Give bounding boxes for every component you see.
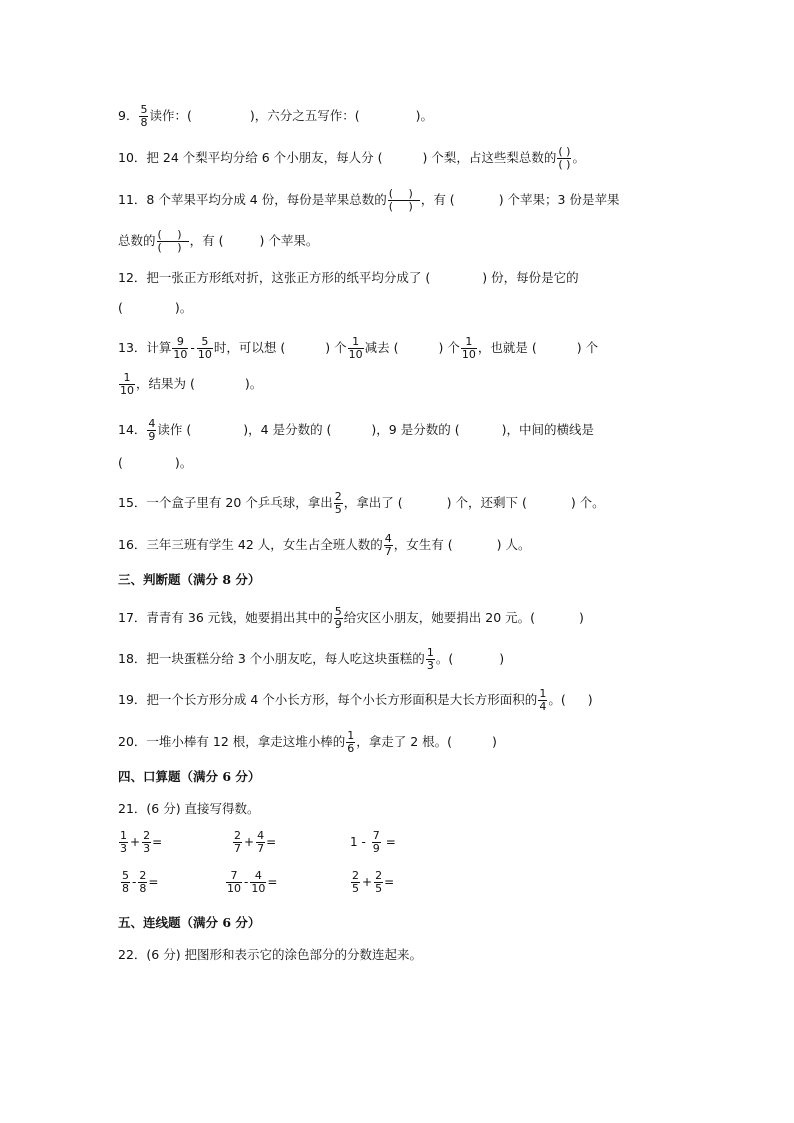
q17-text-3: ) [579, 609, 584, 625]
q15-text-3: ) 个，还剩下 ( [446, 494, 527, 510]
question-21-title: 21．(6 分) 直接写得数。 [118, 801, 260, 816]
fraction: $\frac{1}{3}$ [426, 646, 434, 672]
fraction: $\frac{2}{5}$ [375, 869, 383, 895]
section-heading-matching: 五、连线题（满分 6 分） [118, 915, 261, 930]
equals-sign: = [152, 835, 163, 850]
q13-text-7: ，也就是 ( [477, 339, 537, 355]
q9-text-2: 读作：( [149, 107, 192, 123]
fraction: $\frac{2}{7}$ [234, 829, 241, 855]
fraction: $\frac{2}{5}$ [352, 869, 359, 895]
plus-sign: + [244, 835, 255, 850]
question-20 [118, 730, 497, 754]
q12-text-4: )。 [174, 300, 193, 315]
calc-item [118, 830, 162, 854]
q20-text-3: ) [492, 733, 497, 749]
q11-text-6: ) 个苹果。 [259, 232, 319, 248]
q9-text-1: 9． [118, 107, 139, 123]
fraction: $\frac{1}{4}$ [539, 687, 547, 713]
q19-text-1: 19．把一个长方形分成 4 个小长方形，每个小长方形面积是大长方形面积的 [118, 691, 538, 707]
q10-text-3: 。 [572, 149, 585, 165]
question-11 [118, 188, 619, 212]
q11-text-4: 总数的 [118, 232, 156, 248]
q19-text-3: ) [587, 691, 593, 707]
q16-text-3: ) 人。 [496, 536, 531, 552]
question-9 [118, 104, 433, 128]
question-14-cont [118, 457, 192, 470]
fraction: $\frac{4}{7}$ [257, 829, 265, 855]
q13-text-9: ，结果为 ( [136, 375, 195, 391]
q20-text-1: 20．一堆小棒有 12 根，拿走这堆小棒的 [118, 733, 346, 749]
fraction: $\frac{1}{6}$ [347, 729, 355, 755]
q14-text-4: )，9 是分数的 ( [371, 421, 460, 437]
question-11-cont [118, 229, 318, 253]
question-13-cont [118, 372, 262, 396]
fraction: $\frac{5}{10}$ [197, 335, 212, 361]
q15-text-1: 15．一个盒子里有 20 个乒乓球，拿出 [118, 494, 333, 510]
q11-text-3: ) 个苹果；3 份是苹果 [498, 191, 620, 207]
question-19 [118, 688, 593, 712]
fraction: $\frac{7}{10}$ [227, 869, 241, 895]
q13-text-4: ) 个 [325, 339, 347, 355]
question-18 [118, 647, 504, 671]
q17-text-1: 17．青青有 36 元钱，她要捐出其中的 [118, 609, 333, 625]
question-16 [118, 533, 530, 557]
q10-text-2: ) 个梨，占这些梨总数的 [422, 149, 557, 165]
q14-text-1: 14． [118, 421, 147, 437]
q11-text-2: ，有 ( [420, 191, 455, 207]
fraction: $\frac{2}{5}$ [334, 490, 342, 516]
equals-sign: = [266, 835, 277, 850]
equals-sign: = [267, 875, 278, 890]
fraction: $\frac{4}{9}$ [148, 417, 156, 443]
question-12 [118, 272, 579, 285]
q18-text-2: 。( [435, 650, 454, 666]
fraction: $\frac{2}{3}$ [143, 829, 151, 855]
fraction: $\frac{1}{10}$ [120, 371, 134, 397]
q20-text-2: ，拿走了 2 根。( [356, 733, 453, 749]
q19-text-2: 。( [548, 691, 566, 707]
question-10 [118, 146, 585, 170]
section-heading-judgment: 三、判断题（满分 8 分） [118, 572, 261, 587]
q14-text-6: ( [118, 455, 123, 470]
q16-text-1: 16．三年三班有学生 42 人，女生占全班人数的 [118, 536, 383, 552]
q13-text-1: 13．计算 [118, 339, 172, 355]
calc-item [120, 870, 158, 894]
fraction: $\frac{7}{9}$ [372, 829, 380, 855]
whole-number: 1 - [350, 835, 366, 850]
fraction: $\frac{5}{9}$ [334, 605, 342, 631]
q13-text-5: 减去 ( [364, 339, 399, 355]
calc-item [350, 870, 394, 894]
q12-text-1: 12．把一张正方形纸对折，这张正方形的纸平均分成了 ( [118, 270, 431, 285]
blank-fraction[interactable]: $\frac{( )}{( )}$ [388, 187, 419, 213]
q18-text-1: 18．把一块蛋糕分给 3 个小朋友吃，每人吃这块蛋糕的 [118, 650, 425, 666]
fraction: $\frac{4}{7}$ [384, 532, 392, 558]
q13-text-10: )。 [244, 375, 263, 391]
question-13 [118, 336, 598, 360]
question-22: 22．(6 分) 把图形和表示它的涂色部分的分数连起来。 [118, 947, 423, 962]
plus-sign: + [362, 875, 373, 890]
blank-fraction[interactable]: $\frac{( )}{( )}$ [157, 228, 188, 254]
calc-item [232, 830, 276, 854]
q17-text-2: 给灾区小朋友，她要捐出 20 元。( [343, 609, 535, 625]
fraction: $\frac{5}{8}$ [140, 103, 148, 129]
fraction: $\frac{5}{8}$ [122, 869, 129, 895]
question-15 [118, 491, 605, 515]
q11-text-1: 11．8 个苹果平均分成 4 份，每份是苹果总数的 [118, 191, 387, 207]
q10-text-1: 10．把 24 个梨平均分给 6 个小朋友，每人分 ( [118, 149, 383, 165]
question-14 [118, 418, 594, 442]
q15-text-4: ) 个。 [570, 494, 605, 510]
fraction: $\frac{1}{3}$ [120, 829, 127, 855]
section-heading-mental-math: 四、口算题（满分 6 分） [118, 769, 261, 784]
q13-text-8: ) 个 [576, 339, 599, 355]
equals-sign: = [385, 835, 396, 850]
q11-text-5: ，有 ( [189, 232, 224, 248]
q9-text-3: )，六分之五写作：( [249, 107, 360, 123]
q9-text-4: )。 [415, 107, 433, 123]
fraction: $\frac{9}{10}$ [173, 335, 188, 361]
calc-item [350, 830, 396, 854]
calc-item [225, 870, 277, 894]
minus-sign: - [244, 875, 249, 890]
q14-text-7: )。 [174, 455, 193, 470]
plus-sign: + [130, 835, 141, 850]
q14-text-3: )，4 是分数的 ( [243, 421, 332, 437]
fraction: $\frac{2}{8}$ [139, 869, 147, 895]
fraction: $\frac{1}{10}$ [348, 335, 363, 361]
q13-text-6: ) 个 [438, 339, 460, 355]
q14-text-5: )，中间的横线是 [501, 421, 594, 437]
q18-text-3: ) [499, 650, 505, 666]
question-17 [118, 606, 584, 630]
q12-text-2: ) 份，每份是它的 [482, 270, 579, 285]
q12-text-3: ( [118, 300, 123, 315]
q16-text-2: ，女生有 ( [393, 536, 453, 552]
blank-fraction[interactable]: $\frac{( )}{( )}$ [558, 145, 571, 171]
fraction: $\frac{1}{10}$ [461, 335, 476, 361]
question-12-cont [118, 302, 192, 315]
minus-sign: - [132, 875, 137, 890]
minus-sign: - [190, 339, 195, 355]
equals-sign: = [148, 875, 159, 890]
equals-sign: = [384, 875, 395, 890]
q13-text-3: 时，可以想 ( [213, 339, 286, 355]
q14-text-2: 读作 ( [157, 421, 192, 437]
fraction: $\frac{4}{10}$ [251, 869, 266, 895]
q15-text-2: ，拿出了 ( [343, 494, 403, 510]
